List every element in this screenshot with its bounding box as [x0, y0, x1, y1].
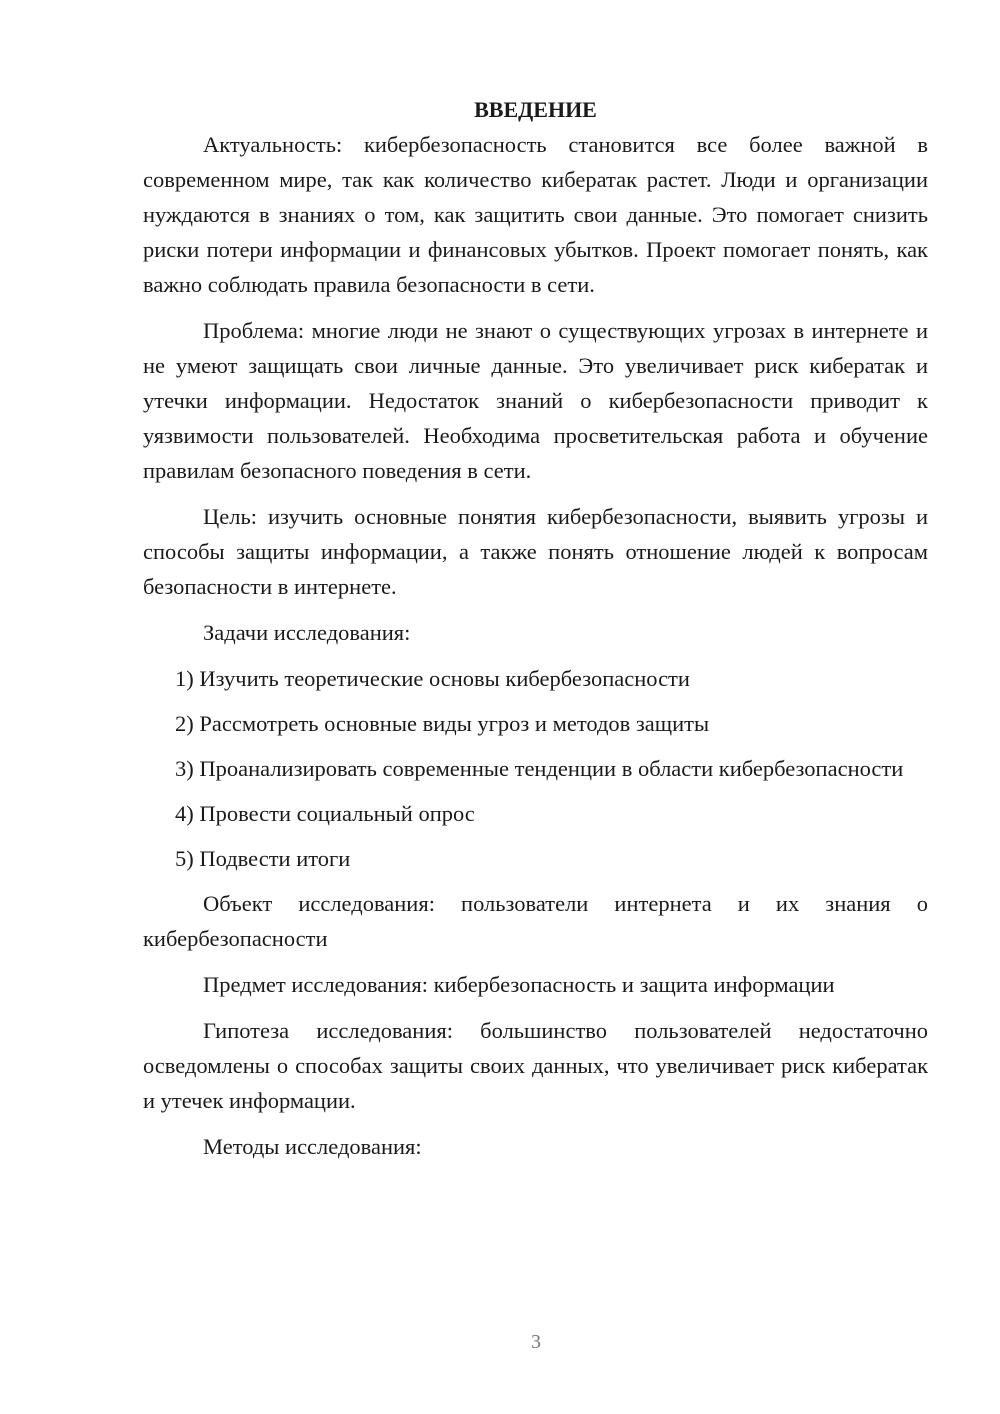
- task-item-4: 4) Провести социальный опрос: [175, 801, 475, 826]
- page-number: 3: [531, 1331, 541, 1353]
- document-page: [143, 92, 928, 1175]
- methods-heading: Методы исследования:: [203, 1134, 422, 1159]
- problem-paragraph: Проблема: многие люди не знают о существующих угрозах в интернете и не умеют защищать свои личные данные. Это увеличивает риск кибератак и утечки информации. Недостаток знаний о кибербезопасности приводит к уязвимости пользователей. Необходима просветительская работа и обучение правилам безопасного поведения в сети.: [143, 318, 928, 483]
- goal-paragraph: Цель: изучить основные понятия кибербезопасности, выявить угрозы и способы защиты информации, а также понять отношение людей к вопросам безопасности в интернете.: [143, 504, 928, 599]
- hypothesis-paragraph: Гипотеза исследования: большинство пользователей недостаточно осведомлены о способах защиты своих данных, что увеличивает риск кибератак и утечек информации.: [143, 1018, 928, 1113]
- task-item-5: 5) Подвести итоги: [175, 846, 351, 871]
- relevance-paragraph: Актуальность: кибербезопасность становится все более важной в современном мире, так как количество кибератак растет. Люди и организации нуждаются в знаниях о том, как защитить свои данные. Это помогает снизить риски потери информации и финансовых убытков. Проект помогает понять, как важно соблюдать правила безопасности в сети.: [143, 132, 928, 297]
- section-title: ВВЕДЕНИЕ: [474, 97, 597, 122]
- tasks-heading: Задачи исследования:: [203, 620, 411, 645]
- subject-paragraph: Предмет исследования: кибербезопасность и защита информации: [203, 972, 835, 997]
- task-item-2: 2) Рассмотреть основные виды угроз и методов защиты: [175, 711, 710, 736]
- task-item-3: 3) Проанализировать современные тенденции в области кибербезопасности: [175, 756, 904, 781]
- object-paragraph: Объект исследования: пользователи интернета и их знания о кибербезопасности: [143, 891, 928, 951]
- task-item-1: 1) Изучить теоретические основы кибербезопасности: [175, 666, 690, 691]
